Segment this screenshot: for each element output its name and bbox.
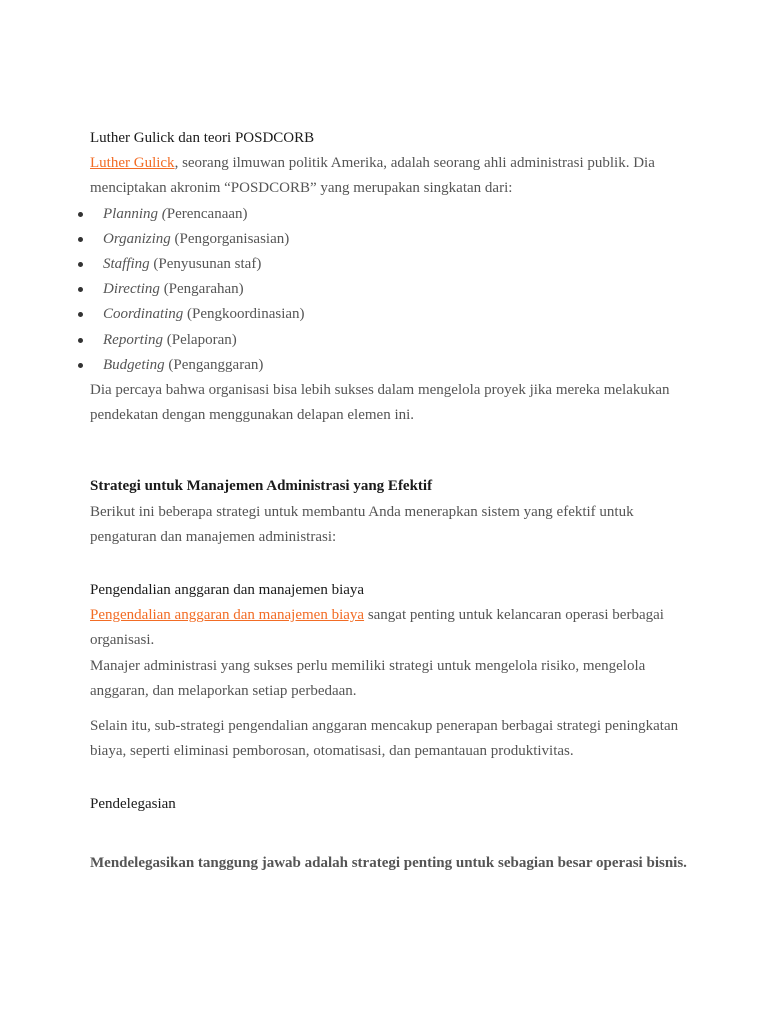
list-item: Staffing (Penyusunan staf) — [90, 252, 690, 277]
list-item: Reporting (Pelaporan) — [90, 328, 690, 353]
intro-text: , seorang ilmuwan politik Amerika, adalah seorang ahli administrasi publik. Dia menciptakan akronim “POSDCORB” yang merupakan singkatan dari: — [90, 155, 655, 197]
selain-paragraph: Selain itu, sub-strategi pengendalian anggaran mencakup penerapan berbagai strategi peningkatan biaya, seperti eliminasi pemborosan, otomatisasi, dan pemantauan produktivitas. — [90, 718, 679, 760]
manajer-paragraph: Manajer administrasi yang sukses perlu memiliki strategi untuk mengelola risiko, mengelola anggaran, dan melaporkan setiap perbedaan. — [90, 657, 646, 699]
section-title-strategi: Strategi untuk Manajemen Administrasi yang Efektif — [90, 478, 433, 495]
pendelegasian-emphasis: Mendelegasikan tanggung jawab adalah strategi penting untuk sebagian besar operasi bisnis. — [90, 854, 687, 871]
strategi-intro: Berikut ini beberapa strategi untuk membantu Anda menerapkan sistem yang efektif untuk pengaturan dan manajemen administrasi: — [90, 503, 634, 545]
posdcorb-list — [90, 202, 690, 378]
list-item: Coordinating (Pengkoordinasian) — [90, 302, 690, 327]
section-title-posdcorb: Luther Gulick dan teori POSDCORB — [90, 130, 315, 146]
document-content — [90, 126, 690, 880]
list-item: Organizing (Pengorganisasian) — [90, 227, 690, 252]
list-item: Budgeting (Penganggaran) — [90, 353, 690, 378]
bullet-icon — [78, 287, 83, 292]
section-title-pendelegasian: Pendelegasian — [90, 796, 176, 813]
bullet-icon — [78, 262, 83, 267]
intro-paragraph — [90, 151, 690, 201]
anggaran-paragraph: Pengendalian anggaran dan manajemen biaya sangat penting untuk kelancaran operasi berbagai organisasi. — [90, 607, 664, 649]
bullet-icon — [78, 363, 83, 368]
closing-paragraph: Dia percaya bahwa organisasi bisa lebih sukses dalam mengelola proyek jika mereka melakukan pendekatan dengan menggunakan delapan elemen ini. — [90, 382, 670, 424]
bullet-icon — [78, 237, 83, 242]
section-title-anggaran: Pengendalian anggaran dan manajemen biaya — [90, 582, 365, 599]
list-item: Directing (Pengarahan) — [90, 277, 690, 302]
luther-gulick-link[interactable]: Luther Gulick — [90, 155, 175, 172]
list-item: Planning (Perencanaan) — [90, 202, 690, 227]
anggaran-link[interactable]: Pengendalian anggaran dan manajemen biaya — [90, 607, 365, 624]
bullet-icon — [78, 212, 83, 217]
bullet-icon — [78, 312, 83, 317]
bullet-icon — [78, 338, 83, 343]
